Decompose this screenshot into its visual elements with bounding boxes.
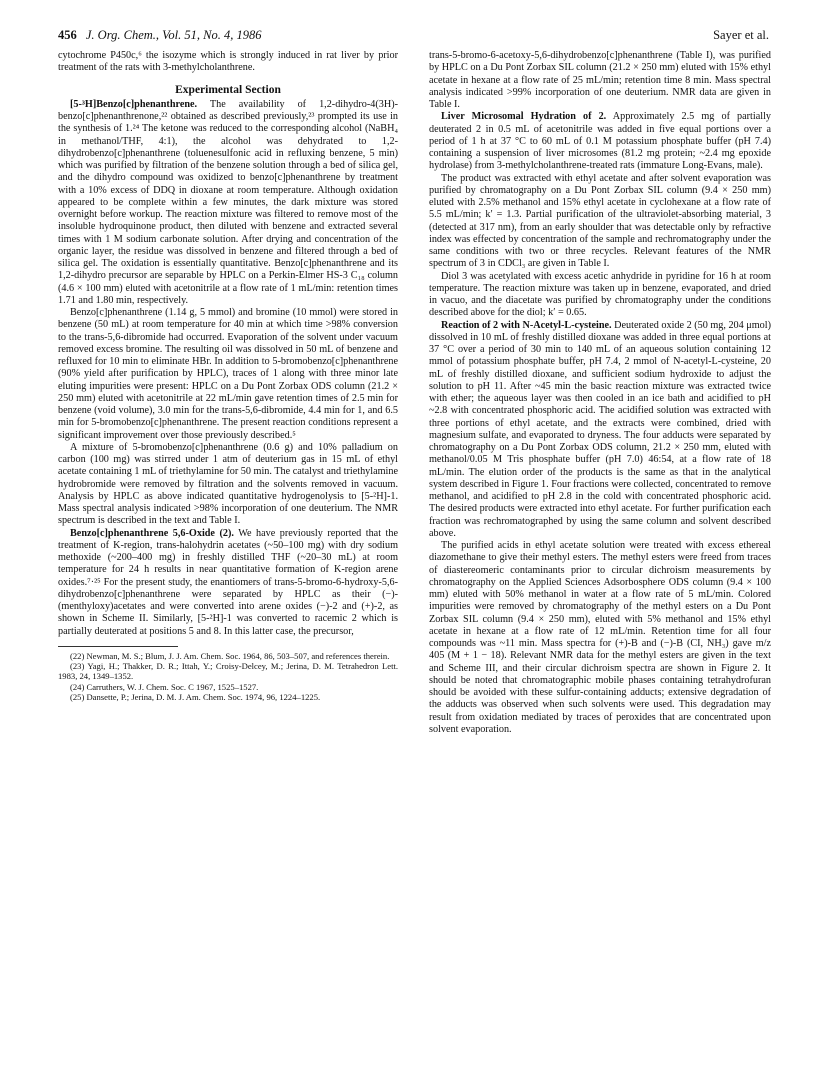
journal-citation: J. Org. Chem., Vol. 51, No. 4, 1986 — [85, 28, 262, 42]
paragraph-cysteine-reaction — [429, 320, 771, 541]
paragraph-continuation: trans-5-bromo-6-acetoxy-5,6-dihydrobenzo[c]phenanthrene (Table I), was purified by HPLC on a Du Pont Zorbax SIL column (21.2 × 250 mm) eluted with 15% ethyl acetate in hexane at a flow rate of 25 mL/min; retention time 8 min. Mass spectral analysis indicated >99% incorporation of one deuterium. NMR data are given in Table I. — [429, 50, 771, 110]
running-header — [58, 26, 769, 44]
footnote: (22) Newman, M. S.; Blum, J. J. Am. Chem. Soc. 1964, 86, 503–507, and references therein. — [70, 650, 390, 661]
footnote-rule — [58, 646, 178, 647]
paragraph-methyl-esters: The purified acids in ethyl acetate solution were treated with excess ethereal diazomethane to give their methyl esters. The methyl esters were freed from traces of diastereomeric contaminants prior to circular dichroism measurements by chromatography on the Applied Sciences Adsorbosphere ODS column (9.4 × 100 mm) eluted with 50% methanol in water at a flow rate of 5 mL/min. Colored impurities were removed by chromatography of the methyl esters on a Du Pont Zorbax SIL column (9.4 × 250 mm), eluted with 5% methanol and 15% ethyl acetate in hexane at a flow rate of 12 mL/min. Retention time for all four compounds was ~11 min. Mass spectra for (+)-B and (−)-B (CI, NH₃) gave m/z 405 (M + 1 − 18). Relevant NMR data for the methyl esters are given in the text and Scheme III, and their circular dichroism spectra are shown in Figure 2. It should be noted that chromatographic mobile phases containing tetrahydrofuran should be avoided with these sulfur-containing adducts; extensive degradation of the adducts was observed when such solvents were used. This degradation may result from oxidation mediated by traces of peroxides that are concentrated upon solvent evaporation. — [429, 540, 771, 735]
paragraph-heading: [5-³H]Benzo[c]phenanthrene. — [70, 98, 198, 110]
paragraph-deuteration: A mixture of 5-bromobenzo[c]phenanthrene (0.6 g) and 10% palladium on carbon (100 mg) was stirred under 1 atm of deuterium gas in 15 mL of ethyl acetate containing 1 mL of triethylamine for 50 min. The catalyst and triethylamine hydrobromide were removed by filtration and the solvents removed in vacuum. Analysis by HPLC as above indicated quantitative hydrogenolysis to [5-²H]-1. Mass spectral analysis indicated >98% incorporation of one deuterium. The NMR spectrum is described in the text and Table I. — [58, 441, 398, 527]
page-number: 456 — [58, 28, 77, 42]
header-left — [58, 26, 261, 44]
footnote: (25) Dansette, P.; Jerina, D. M. J. Am. Chem. Soc. 1974, 96, 1224–1225. — [70, 691, 321, 702]
paragraph-acetylation: Diol 3 was acetylated with excess acetic anhydride in pyridine for 16 h at room temperature. The reaction mixture was taken up in benzene, evaporated, and dried in vacuo, and the diacetate was purified by chromatography under the conditions described above for the diol; k′ = 0.65. — [429, 270, 771, 319]
left-column — [58, 50, 398, 702]
section-title: Experimental Section — [175, 83, 281, 96]
right-column — [429, 50, 771, 736]
paragraph-bromination: Benzo[c]phenanthrene (1.14 g, 5 mmol) and bromine (10 mmol) were stored in benzene (50 mL) at room temperature for 40 min at which time >98% conversion to the trans-5,6-dibromide had occurred. Evaporation of the solvent under vacuum removed excess bromine. The resulting oil was dissolved in 50 mL of benzene and refluxed for 10 min to eliminate HBr. In addition to 5-bromobenzo[c]phenanthrene (90% yield after purification by HPLC), traces of 1 along with three minor late eluting impurities were present: HPLC on a Du Pont Zorbax ODS column (21.2 × 250 mm) eluted with acetonitrile at 22 mL/min gave retention times of 2.5 min for benzene (void volume), 3.0 min for the trans-5,6-dibromide, 4.4 min for 1, and 6.5 min for 5-bromobenzo[c]phenanthrene. The present reaction conditions represent a significant improvement over those previously described.⁵ — [58, 307, 398, 441]
paragraph-oxide — [58, 528, 398, 638]
paragraph-tritium-synthesis — [58, 99, 398, 307]
footnote: (24) Carruthers, W. J. Chem. Soc. C 1967, 1525–1527. — [70, 681, 259, 692]
paragraph-body: We have previously reported that the treatment of K-region, trans-halohydrin acetates (~50–100 mg) with dry sodium methoxide (~200–400 mg) in freshly distilled THF (~20–30 mL) at room temperature for 24 h results in near quantitative formation of K-region arene oxides.⁷·²⁵ For the present study, the enantiomers of trans-5-bromo-6-hydroxy-5,6-dihydrobenzo[c]phenanthrene were separated by HPLC as their (−)-(menthyloxy)acetates and were converted into arene oxides (−)-2 and (+)-2, as shown in Scheme II. Similarly, [5-²H]-1 was converted to racemic 2 which is partially deuterated at positions 5 and 8. In this latter case, the precursor, — [58, 527, 398, 637]
paragraph-body: Approximately 2.5 mg of partially deuterated 2 in 0.5 mL of acetonitrile was added in five equal portions over a period of 1 h at 37 °C to 60 mL of 0.1 M potassium phosphate buffer (pH 7.4) containing a suspension of liver microsomes (81.2 mg protein; ~2.4 mg epoxide hydrolase) from 3-methylcholanthrene-treated rats (immature Long-Evans, male). — [429, 111, 771, 172]
paragraph-microsomal-hydration — [429, 111, 771, 172]
paragraph-body: Deuterated oxide 2 (50 mg, 204 μmol) dissolved in 10 mL of freshly distilled dioxane was added in three equal portions at 37 °C over a period of 30 min to 140 mL of an aqueous solution containing 12 mmol of potassium phosphate buffer, pH 7.4, 2 mmol of N-acetyl-L-cysteine, 20 mL of freshly distilled dioxane, and sufficient sodium hydroxide to adjust the solution to pH 11. After ~45 min the basic reaction mixture was extracted twice with ether; the aqueous layer was then cooled in an ice bath and acidified to pH ~2.8 with concentrated phosphoric acid. The acidified solution was extracted with three portions of ethyl acetate, and the extracts were combined, dried with magnesium sulfate, and evaporated to dryness. The four adducts were separated by chromatography on a Du Pont Zorbax ODS column, 21.2 × 250 mm, eluted with methanol/0.05 M Tris phosphate buffer (pH 7.0) 46:54, at a flow rate of 18 mL/min. The elution order of the products is the same as that in the analytical system described in Figure 1. Four fractions were collected, concentrated to remove methanol, and acidified to pH 2.8 in the cold with concentrated phosphoric acid. The desired products were extracted into ethyl acetate. For further purification each fraction was rechromatographed by using the same column and solvent described above. — [429, 319, 772, 539]
header-authors: Sayer et al. — [713, 28, 769, 42]
footnote: (23) Yagi, H.; Thakker, D. R.; Ittah, Y.; Croisy-Delcey, M.; Jerina, D. M. Tetrahedron Lett. 1983, 24, 1349–1352. — [58, 661, 398, 682]
paragraph-heading: Liver Microsomal Hydration of 2. — [441, 111, 607, 123]
paragraph-heading: Benzo[c]phenanthrene 5,6-Oxide (2). — [70, 527, 234, 539]
paragraph-product-purification: The product was extracted with ethyl acetate and after solvent evaporation was purified by chromatography on a Du Pont Zorbax SIL column (9.4 × 250 mm) eluted with 2.5% methanol and 15% ethyl acetate in cyclohexane at a flow rate of 5.5 mL/min; k′ = 1.3. Partial purification of the ultraviolet-absorbing material, 3 (detected at 317 nm), from an early shoulder that was detectable only by refractive index was effected by concentration of the sample and rechromatography under the same conditions with two or three recycles. Relevant features of the NMR spectrum of 3 in CDCl₃ are given in Table I. — [429, 172, 771, 270]
paragraph-body: The availability of 1,2-dihydro-4(3H)-benzo[c]phenanthrenone,²² obtained as described previously,²³ prompted its use in the synthesis of 1.²⁴ The ketone was reduced to the corresponding alcohol (NaBH₄ in methanol/THF, 4:1), the alcohol was dehydrated to 1,2-dihydrobenzo[c]phenanthrene (toluenesulfonic acid in refluxing benzene, 5 min) which was purified by filtration of the benzene solution through a bed of silica gel, and the dihydro compound was oxidized to benzo[c]phenanthrene by treatment with a 10% excess of DDQ in dioxane at room temperature. Although oxidation appeared to be complete within a few minutes, the dark mixture was stored overnight before workup. The reaction mixture was filtered to remove most of the insoluble hydroquinone product, then diluted with benzene and extracted several times with 1 M sodium carbonate solution. After drying and concentration of the organic layer, the residue was dissolved in benzene and filtered through a bed of silica gel. The oxidation is essentially quantitative. Benzo[c]phenanthrene and its 1,2-dihydro precursor are separable by HPLC on a Perkin-Elmer HS-3 C₁₈ column (4.6 × 100 mm) eluted with acetonitrile at a flow rate of 1 mL/min: retention times 1.71 and 1.80 min, respectively. — [58, 98, 398, 306]
footnotes — [58, 646, 398, 702]
paragraph-heading: Reaction of 2 with N-Acetyl-L-cysteine. — [441, 319, 612, 331]
intro-paragraph: cytochrome P450c,⁶ the isozyme which is strongly induced in rat liver by prior treatment of the rats with 3-methylcholanthrene. — [58, 50, 398, 74]
